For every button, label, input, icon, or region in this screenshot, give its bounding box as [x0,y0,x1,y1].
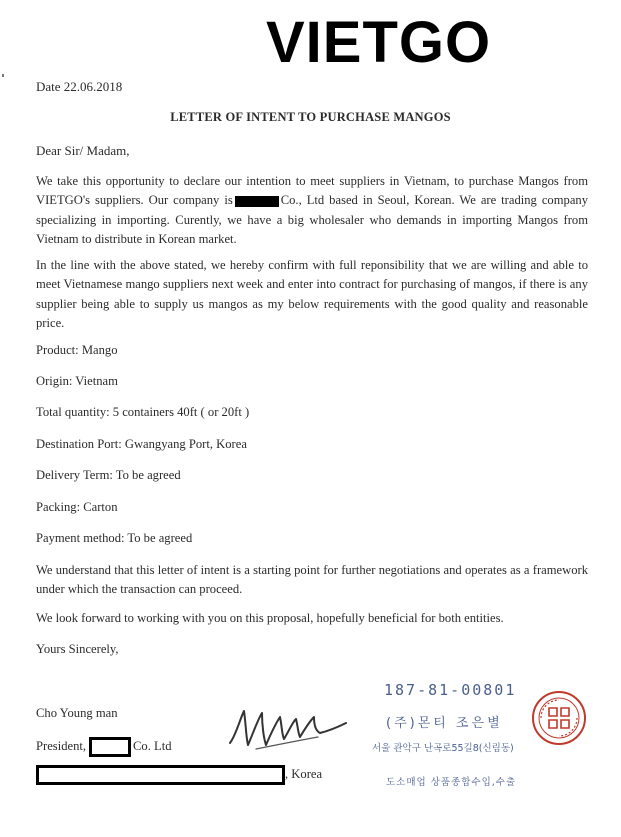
stamp-address: 서울 관악구 난곡로55길8(신림동) [372,743,514,754]
paragraph-intro-part1: We take this opportunity to declare our intention to meet suppliers in Vietnam, to purchase Mangos from VIETGO's suppliers. Our company is [36,174,588,208]
signer-name: Cho Young man [36,706,118,720]
field-payment-method: Payment method: To be agreed [36,531,193,545]
field-product: Product: Mango [36,343,118,357]
redacted-address-box [36,765,285,785]
position-prefix: President, [36,738,87,753]
position-suffix: Co. Ltd [133,738,172,753]
field-delivery-term: Delivery Term: To be agreed [36,468,181,482]
company-seal [531,690,587,746]
field-destination-port: Destination Port: Gwangyang Port, Korea [36,437,247,451]
redacted-company-box [89,737,131,757]
address-suffix: , Korea [285,766,323,781]
handwritten-signature [226,695,360,755]
field-origin: Origin: Vietnam [36,374,118,388]
stamp-business-type: 도소매업 상품종합수입,수출 [386,777,517,788]
stamp-company-name: (주)몬티 조은별 [386,716,503,731]
paragraph-confirmation: In the line with the above stated, we hereby confirm with full reponsibility that we are willing and able to meet Vietnamese mango suppliers next week and enter into contract for purchasing of mangos, if there is any supplier being able to supply us mangos as my below requirements with the good quality and reasonable price. [36,258,588,331]
salutation: Dear Sir/ Madam, [36,143,130,158]
field-quantity: Total quantity: 5 containers 40ft ( or 20ft ) [36,405,250,419]
paragraph-closing: We look forward to working with you on this proposal, hopefully beneficial for both entities. [36,611,504,625]
paragraph-understanding: We understand that this letter of intent is a starting point for further negotiations and operates as a framework under which the transaction can proceed. [36,563,588,597]
vietgo-logo: VIETGO [266,10,492,75]
letter-title: LETTER OF INTENT TO PURCHASE MANGOS [170,110,451,124]
signer-position [36,737,172,757]
signer-address [36,765,322,785]
closing-line: Yours Sincerely, [36,642,119,656]
scan-mark [2,74,4,77]
redacted-company-name [235,196,279,207]
stamp-registration-number: 187-81-00801 [384,681,517,699]
field-packing: Packing: Carton [36,500,118,514]
letter-date: Date 22.06.2018 [36,79,123,94]
paragraph-intro [36,172,588,250]
paragraph-intro-part2: Co., Ltd based in Seoul, Korean. We are trading company specializing in importing. Curently, we have a big wholesaler who demands in importing Mangos from Vietnam to distribute in Korean market. [36,193,589,247]
